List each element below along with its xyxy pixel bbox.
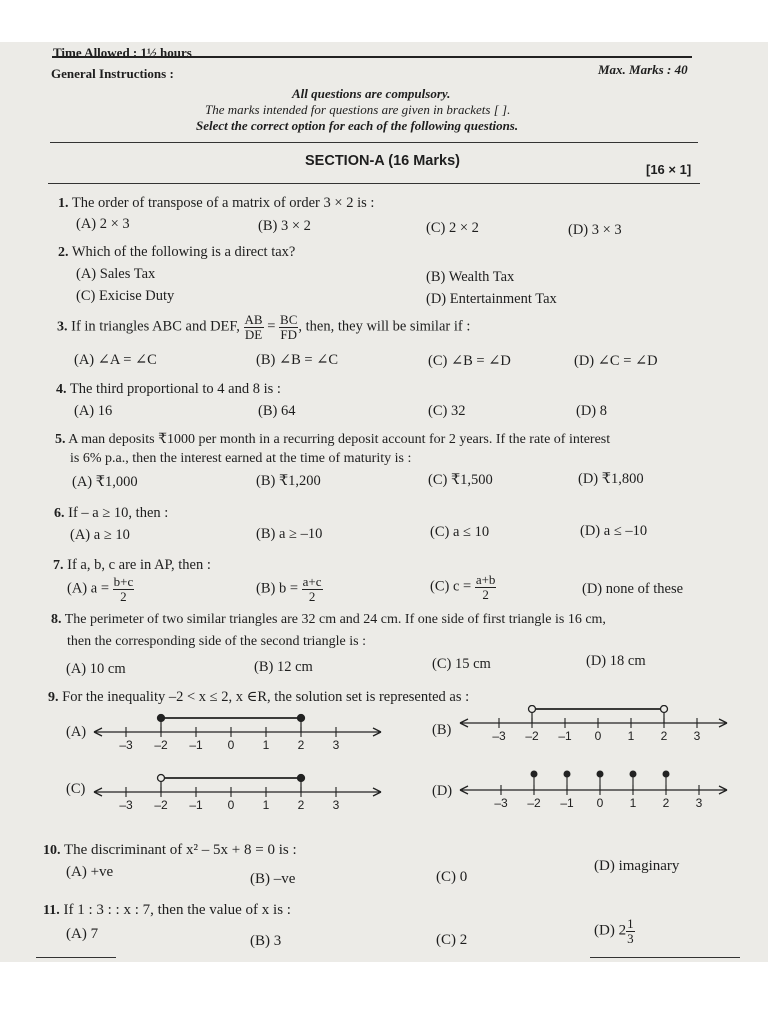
tick-label: –2 [154,798,168,812]
tick-label: 2 [660,729,668,743]
q4-option-c: (C) 32 [428,403,466,419]
q2-option-d: (D) Entertainment Tax [426,291,557,307]
q3-option-a: (A) ∠A = ∠C [74,352,157,368]
question-9 [48,689,469,706]
q9-option-d-number-line [456,760,731,808]
closed-dot [158,715,165,722]
q6-option-c: (C) a ≤ 10 [430,524,490,540]
q1-option-b: (B) 3 × 2 [258,218,311,234]
header-rule-bottom [50,142,698,143]
section-marks: [16 × 1] [646,162,692,177]
tick-label: 0 [596,796,604,808]
instruction-1: All questions are compulsory. [292,86,451,101]
general-instructions-label: General Instructions : [51,66,174,81]
open-dot [158,775,165,782]
tick-label: 2 [297,738,305,752]
question-number: 1. [58,196,69,211]
question-text: Which of the following is a direct tax? [71,244,296,260]
q10-option-d: (D) imaginary [594,858,680,874]
q9-option-b-label: (B) [432,722,452,738]
question-text: The order of transpose of a matrix of order 3 × 2 is : [71,195,375,211]
q6-option-b: (B) a ≥ –10 [256,526,323,542]
question-text: The discriminant of x² – 5x + 8 = 0 is : [63,842,297,858]
question-number: 3. [57,319,68,335]
question-7 [53,557,211,574]
question-text: If a, b, c are in AP, then : [67,557,211,573]
q8-option-d: (D) 18 cm [586,653,646,669]
q6-option-a: (A) a ≥ 10 [70,527,130,543]
equals-sign: = [267,318,276,335]
q3-option-b: (B) ∠B = ∠C [256,352,339,368]
q2-option-c: (C) Exicise Duty [76,288,175,304]
q5-option-c: (C) ₹1,500 [428,472,493,488]
tick-label: 3 [332,738,340,752]
q8-option-a: (A) 10 cm [66,661,126,677]
fraction-bc-fd: $\frac{BC}{FD}$ [280,312,298,342]
q5-option-d: (D) ₹1,800 [578,471,644,487]
question-text-line1: A man deposits ₹1000 per month in a recurring deposit account for 2 years. If the rate of interest [68,432,611,447]
question-text-line1: The perimeter of two similar triangles are 32 cm and 24 cm. If one side of first triangle is 16 cm, [64,612,606,627]
q9-option-a-label: (A) [66,724,87,740]
q4-option-a: (A) 16 [74,403,113,419]
fraction-ab-de: $\frac{AB}{DE}$ [244,312,263,342]
question-text-pre: If in triangles ABC and DEF, [71,318,240,335]
question-text: The third proportional to 4 and 8 is : [69,381,281,397]
q7-option-d: (D) none of these [582,581,684,597]
question-text-post: , then, they will be similar if : [298,318,471,335]
q3-option-d: (D) ∠C = ∠D [574,353,658,369]
q2-option-b: (B) Wealth Tax [426,269,515,285]
tick-label: –2 [527,796,541,808]
q1-option-c: (C) 2 × 2 [426,220,479,236]
q7-option-b: (B) b = $\frac{a+c}{2}$ [256,574,322,604]
q7-option-a: (A) a = $\frac{b+c}{2}$ [67,574,134,604]
question-number: 8. [51,612,62,627]
tick-label: 0 [227,738,235,752]
q8-option-c: (C) 15 cm [432,656,491,672]
question-3 [57,313,470,341]
q1-option-a: (A) 2 × 3 [76,216,130,232]
question-number: 6. [54,506,65,521]
question-1 [58,195,374,212]
fraction-one-third: $\frac{1}{3}$ [627,916,634,946]
q10-option-a: (A) +ve [66,864,114,880]
fraction-a-plus-b: $\frac{a+b}{2}$ [475,572,496,602]
question-4 [56,381,281,398]
q9-option-d-label: (D) [432,783,453,799]
q4-option-b: (B) 64 [258,403,296,419]
q6-option-d: (D) a ≤ –10 [580,523,648,539]
tick-label: –1 [558,729,572,743]
question-11 [43,902,291,919]
tick-label: 0 [227,798,235,812]
max-marks: Max. Marks : 40 [598,62,688,77]
tick-label: 1 [262,798,270,812]
instruction-3: Select the correct option for each of the following questions. [196,118,519,133]
q4-option-d: (D) 8 [576,403,608,419]
tick-label: 1 [262,738,270,752]
tick-label: 2 [662,796,670,808]
tick-label: –3 [119,738,133,752]
q9-option-b-number-line [456,705,731,753]
question-number: 5. [55,432,66,447]
q9-option-a-number-line [90,710,385,758]
tick-label: –2 [154,738,168,752]
tick-label: –3 [119,798,133,812]
instruction-2: The marks intended for questions are given in brackets [ ]. [205,102,511,117]
q9-option-c-label: (C) [66,781,86,797]
question-6 [54,505,168,522]
question-10 [43,842,297,859]
q10-option-c: (C) 0 [436,869,468,885]
closed-dot [663,771,670,778]
tick-label: –2 [525,729,539,743]
q7-option-c: (C) c = $\frac{a+b}{2}$ [430,572,496,602]
question-8 [51,612,606,628]
q5-option-a: (A) ₹1,000 [72,474,138,490]
question-5 [55,431,610,448]
question-number: 4. [56,382,67,397]
tick-label: –1 [189,738,203,752]
closed-dot [298,715,305,722]
exam-paper [0,42,768,962]
fraction-b-plus-c: $\frac{b+c}{2}$ [113,574,134,604]
q3-option-c: (C) ∠B = ∠D [428,353,511,369]
question-number: 9. [48,690,59,705]
q9-option-c-number-line [90,768,385,816]
tick-label: 3 [332,798,340,812]
q10-option-b: (B) –ve [250,871,296,887]
tick-label: 3 [693,729,701,743]
tick-label: –3 [494,796,508,808]
closed-dot [531,771,538,778]
section-rule [48,183,700,184]
tick-label: –1 [189,798,203,812]
question-text: For the inequality –2 < x ≤ 2, x ∈R, the solution set is represented as : [62,689,470,705]
tick-label: 1 [629,796,637,808]
question-number: 7. [53,558,64,573]
q11-option-b: (B) 3 [250,933,282,949]
question-8-line2: then the corresponding side of the second triangle is : [67,634,366,649]
open-dot [529,706,536,713]
q8-option-b: (B) 12 cm [254,659,313,675]
question-2 [58,244,295,261]
question-number: 2. [58,245,69,260]
fraction-a-plus-c: $\frac{a+c}{2}$ [302,574,322,604]
q1-option-d: (D) 3 × 3 [568,222,622,238]
footer-rule-left [36,957,116,958]
tick-label: –1 [560,796,574,808]
question-text: If 1 : 3 : : x : 7, then the value of x is : [63,902,291,918]
question-5-line2: is 6% p.a., then the interest earned at the time of maturity is : [70,451,412,466]
time-allowed: Time Allowed : 1½ hours [53,45,192,60]
closed-dot [564,771,571,778]
question-number: 11. [43,903,60,918]
q2-option-a: (A) Sales Tax [76,266,156,282]
closed-dot [597,771,604,778]
q5-option-b: (B) ₹1,200 [256,473,321,489]
tick-label: 0 [594,729,602,743]
tick-label: 3 [695,796,703,808]
tick-label: 1 [627,729,635,743]
question-text: If – a ≥ 10, then : [68,505,169,521]
tick-label: –3 [492,729,506,743]
closed-dot [630,771,637,778]
q11-option-d: (D) 2 $\frac{1}{3}$ [594,916,634,946]
q11-option-c: (C) 2 [436,932,468,948]
footer-rule-right [590,957,740,958]
question-number: 10. [43,843,61,858]
open-dot [661,706,668,713]
closed-dot [298,775,305,782]
q11-option-a: (A) 7 [66,926,99,942]
tick-label: 2 [297,798,305,812]
section-title: SECTION-A (16 Marks) [305,153,460,169]
header-rule-top [52,56,692,58]
